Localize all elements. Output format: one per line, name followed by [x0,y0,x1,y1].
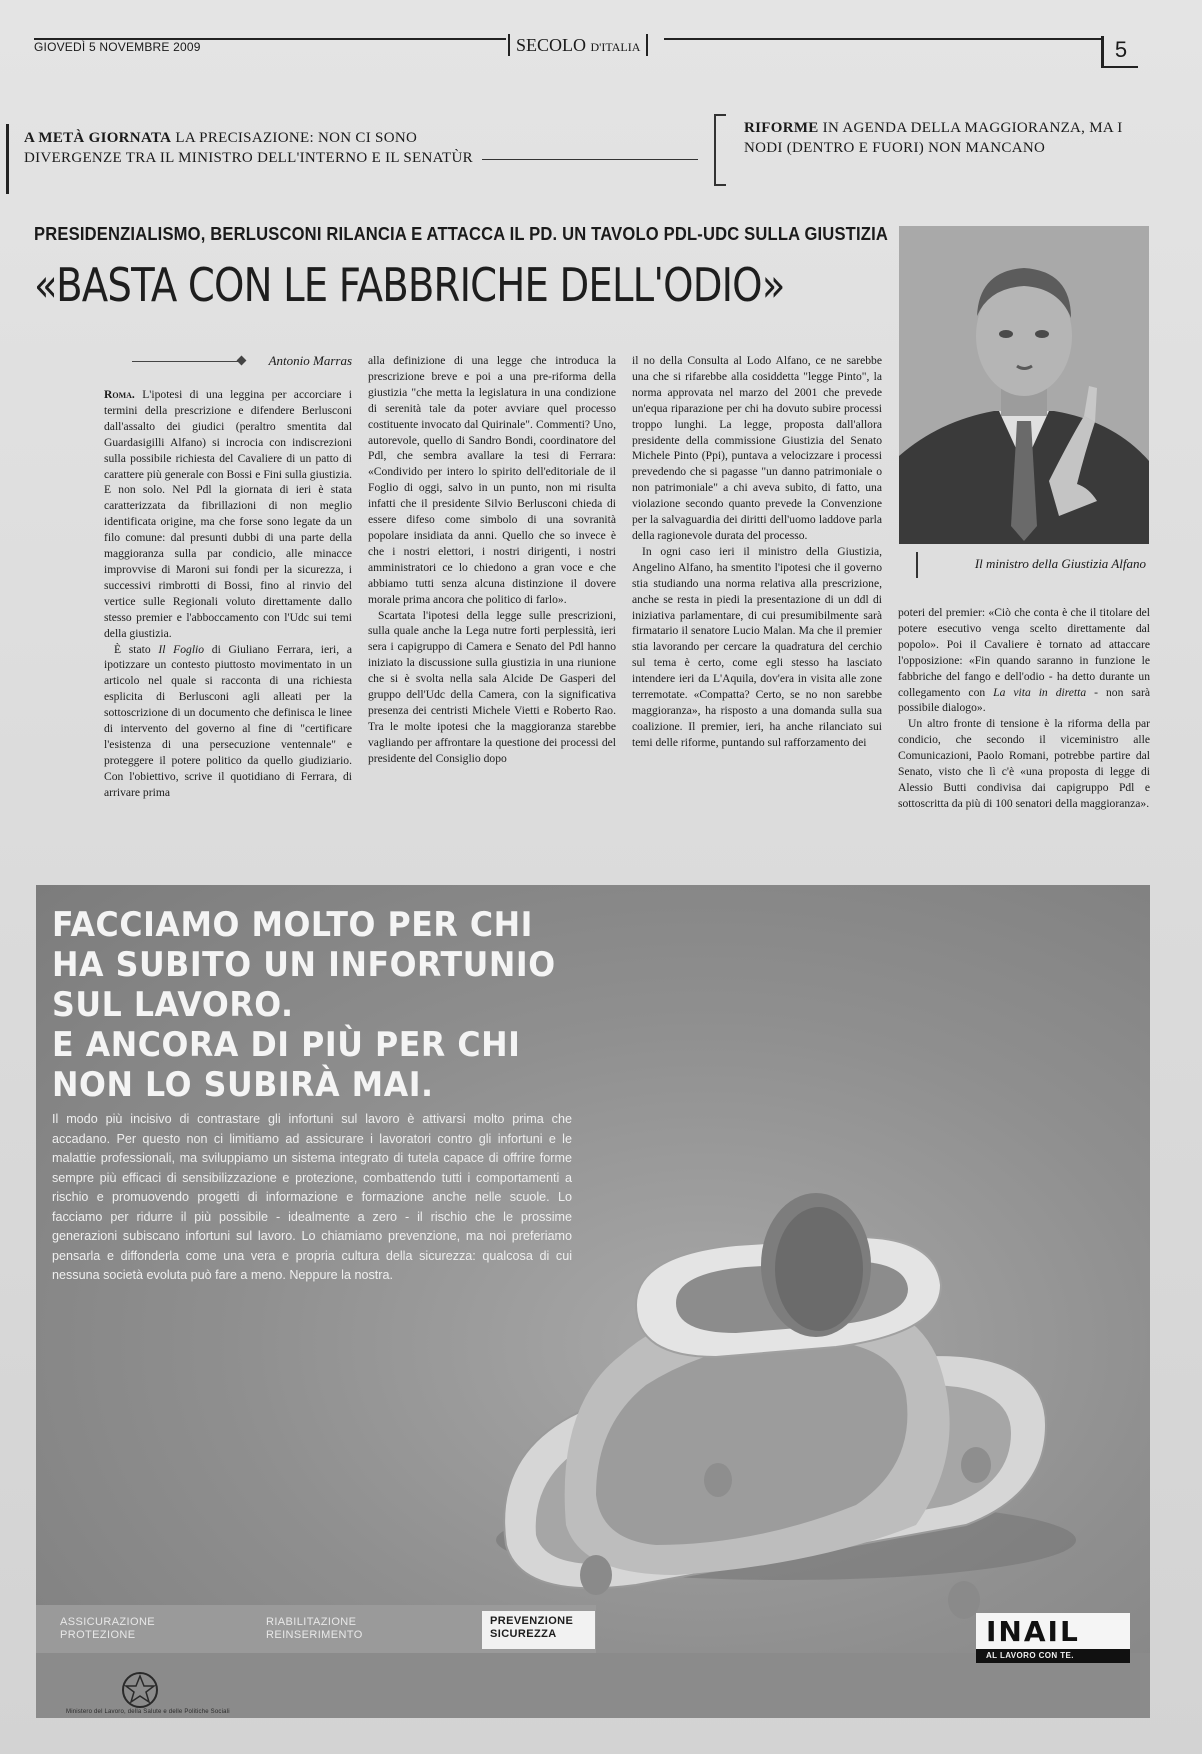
byline-author: Antonio Marras [268,353,352,368]
newspaper-title-main: SECOLO [516,35,587,55]
ad-body-text: Il modo più incisivo di contrastare gli infortuni sul lavoro è attivarsi molto prima che accadano. Per questo non ci limitiamo ad assicurare i lavoratori contro gli infortuni e le malattie professionali, ma sviluppiamo un sistema integrato di tutela capace di offrire forme sempre più efficaci di sensibilizzazione e protezione, combattendo tutti i comportamenti a rischio e promuovendo progetti di informazione e formazione anche nelle scuole. Lo facciamo per ridurre il più possibile - idealmente a zero - il rischio che le prossime generazioni subiscano infortuni sul lavoro. Lo chiamiamo prevenzione, ma noi preferiamo pensarla e diffonderla come una vera e propria cultura della sicurezza: qualcosa di cui nessuna società evoluta può fare a meno. Neppure la nostra. [52,1112,572,1282]
category-prevenzione [482,1611,595,1649]
byline-rule [132,361,240,362]
article-column-2 [368,353,616,767]
category-line: SICUREZZA [490,1628,557,1640]
category-assicurazione [60,1616,155,1642]
paragraph [104,387,352,642]
side-note-left-text: LA PRECISAZIONE: NON CI SONO DIVERGENZE TRA IL MINISTRO DELL'INTERNO E IL SENATÙR [24,130,473,166]
masthead-rule-left [34,38,506,40]
category-line: REINSERIMENTO [266,1629,363,1641]
side-note-right-text: IN AGENDA DELLA MAGGIORANZA, MA I NODI (DENTRO E FUORI) NON MANCANO [744,120,1123,156]
ad-headline [52,905,556,1105]
logo-name: INAIL [986,1615,1080,1648]
minister-photo [899,226,1149,544]
article-headline: «BASTA CON LE FABBRICHE DELL'ODIO» [34,258,785,312]
category-riabilitazione [266,1616,363,1642]
category-line: ASSICURAZIONE [60,1616,156,1628]
note-bracket [714,114,726,186]
category-line: PREVENZIONE [490,1615,574,1627]
side-note-left-lead: A METÀ GIORNATA [24,130,172,146]
masthead [34,34,1144,72]
paragraph-text: L'ipotesi di una leggina per accorciare i termini della prescrizione e difendere Berlusconi dall'assalto dei giudici (peraltro smentita dal Guardasigilli Alfano) si incrocia con indiscrezioni sulla possibile richiesta del Cavaliere di un patto di carattere più generale con Bossi e Fini sulla giustizia. E non solo. Nel Pdl la giornata di ieri è stata caratterizzata da fibrillazioni di non meglio identificata origine, ma che forse sono legate da un filo comune: dal presunti dubbi di una parte della maggioranza sulla par condicio, alle minacce improvvise di Maroni sui fondi per la sicurezza, i successivi rimbrotti di Bossi, fino al rinvio del vertice sulle Regionali voluto direttamente dallo stesso premier e l'abboccamento con l'Udc sui temi della giustizia. [104,388,353,640]
masthead-rule-right [664,38,1104,40]
logo-tagline: AL LAVORO CON TE. [976,1649,1130,1663]
paragraph [898,605,1150,716]
ad-headline-line: SUL LAVORO. [52,985,294,1025]
article-column-4 [898,605,1150,812]
paragraph: Scartata l'ipotesi della legge sulle prescrizioni, sulla quale anche la Lega nutre forti perplessità, ieri sera i capigruppo di Camera e Senato del Pdl hanno iniziato la discussione sulla giustizia in una riunione che si è svolta nella sala Alcide De Gasperi del gruppo dell'Udc della Camera, con la significativa presenza dei centristi Michele Vietti e Roberto Rao. Tra le molte ipotesi che la maggioranza starebbe vagliando per affrontare la questione dei processi del presidente del Consiglio dopo [368,608,616,765]
side-note-left [24,128,484,168]
byline-diamond [237,356,247,366]
article-kicker: PRESIDENZIALISMO, BERLUSCONI RILANCIA E ATTACCA IL PD. UN TAVOLO PDL-UDC SULLA GIUSTIZIA [34,224,889,244]
paragraph-text: È stato [114,642,159,656]
paragraph-text: di Giuliano Ferrara, ieri, a ipotizzare un contesto piuttosto movimentato in un articolo nel quale si racconta di una richiesta esplicita di Berlusconi agli alleati per la sottoscrizione di un documento che definisca le linee di intervento del governo al fine di "certificare l'esistenza di una persecuzione ventennale" e proteggere il potere politico da quello giudiziario. Con l'obiettivo, scrive il quotidiano di Ferrara, di arrivare prima [104,642,352,799]
category-line: PROTEZIONE [60,1629,136,1641]
dateline: Roma. [104,388,135,401]
paragraph: In ogni caso ieri il ministro della Giustizia, Angelino Alfano, ha smentito l'ipotesi che il governo stia studiando una norma relativa alla prescrizione, anche se resta in piedi la presentazione di un ddl di iniziativa parlamentare, di cui presumibilmente sarà firmatario il senatore Lucio Malan. Ma che il premier stia lavorando per cercare la quadratura del cerchio sul tema è certo, come egli stesso ha lasciato intendere ieri da L'Aquila, dov'era in visita alle zone terremotate. «Compatta? Certo, se no non sarebbe maggioranza», ha risposto a una domanda sulla sua coalizione. Il premier, ieri, ha anche rilanciato sui temi delle riforme, puntando sul rafforzamento dei [632,544,882,749]
page-number: 5 [1101,36,1138,68]
newspaper-title-small: D'ITALIA [590,40,641,54]
article-column-3 [632,353,882,751]
issue-date: GIOVEDÌ 5 NOVEMBRE 2009 [34,40,201,54]
paragraph-text: poteri del premier: «Ciò che conta è che il titolare del potere esecutivo venga scelto direttamente dal popolo». Poi il Cavaliere è tornato ad attaccare l'opposizione: «Fin quando saranno in funzione le fabbriche del fango e dell'odio - ha detto durante un collegamento con [898,606,1150,699]
note-line [482,159,698,160]
inail-advertisement [36,885,1150,1718]
note-bar [6,124,9,194]
publication-name: Il Foglio [158,642,205,656]
paragraph: il no della Consulta al Lodo Alfano, ce ne sarebbe una che si rifarebbe alla cosiddetta "legge Pinto", la norma approvata nel marzo del 2001 che prevede un'equa riparazione per chi ha dovuto subire processi troppo lunghi. La legge, proposta dall'allora presidente della commissione Giustizia del Senato Michele Pinto (Ppi), puntava a velocizzare i processi prevedendo che si pagasse "un danno patrimoniale o non patrimoniale" a chi aveva subito, di fatto, una violazione secondo quanto prevede la Convenzione per la salvaguardia dei diritti dell'uomo laddove parla della ragionevole durata del processo. [632,354,882,542]
ad-headline-line: HA SUBITO UN INFORTUNIO [52,945,556,985]
portrait-illustration [899,226,1149,544]
article-column-1 [104,387,352,801]
paragraph-text: - non sarà possibile dialogo». [898,685,1151,715]
republic-emblem-icon [120,1670,160,1710]
side-note-right-lead: RIFORME [744,120,819,136]
byline [132,353,352,369]
ad-headline-line: NON LO SUBIRÀ MAI. [52,1065,434,1105]
paragraph: alla definizione di una legge che introduca la prescrizione breve e poi a una pre-riforma della giustizia "che metta la legislatura in una condizione di serenità tale da poter avviare quel processo costituente invocato dal Quirinale". Commenti? Uno, autorevole, quello di Sandro Bondi, coordinatore del Pdl, che sembra avallare la tesi di Ferrara: «Condivido per intero lo spirito dell'editoriale de il Foglio di oggi, salvo in un punto, non mi risulta infatti che il presidente Silvio Berlusconi chieda di essere difeso come simbolo di una sovranità popolare insidiata da anni. Quello che so invece è che i nostri elettori, i nostri dirigenti, i nostri amministratori ce lo chiedono a gran voce e che abbiamo tutti senza alcuna distinzione il dovere morale prima ancora che politico di farlo». [368,354,616,606]
side-note-right [744,118,1124,158]
category-line: RIABILITAZIONE [266,1616,357,1628]
program-name: La vita in diretta [993,685,1087,699]
paragraph: Un altro fronte di tensione è la riforma della par condicio, che secondo il viceministro alle Comunicazioni, Paolo Romani, potrebbe partire dal Senato, visto che lì c'è «una proposta di legge di Alessio Butti condivisa dai capigruppo Pdl e sottoscritta da più di 100 senatori della maggioranza». [898,717,1150,810]
ministry-text: Ministero del Lavoro, della Salute e delle Politiche Sociali [66,1709,230,1715]
photo-caption: Il ministro della Giustizia Alfano [974,556,1146,571]
inail-logo [976,1613,1130,1663]
ad-headline-line: FACCIAMO MOLTO PER CHI [52,905,534,945]
newspaper-title [508,34,648,56]
ad-headline-line: E ANCORA DI PIÙ PER CHI [52,1025,521,1065]
paragraph [104,642,352,801]
